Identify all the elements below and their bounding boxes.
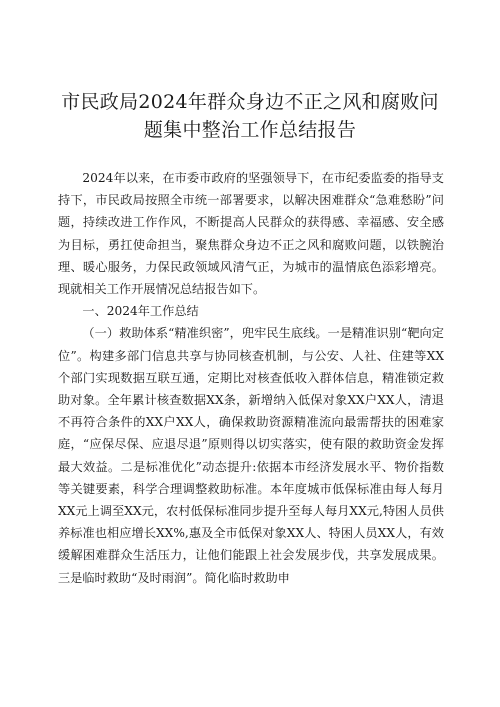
document-body <box>58 167 444 589</box>
subsection-paragraph: （一）救助体系“精准织密”，兜牢民生底线。一是精准识别“靶向定位”。构建多部门信息共享与协同核查机制，与公安、人社、住建等XX个部门实现数据互联互通，定期比对核查低收入群体信息，精准锁定救助对象。全年累计核查数据XX条，新增纳入低保对象XX户XX人，清退不再符合条件的XX户XX人，确保救助资源精准流向最需帮扶的困难家庭，“应保尽保、应退尽退”原则得以切实落实，使有限的救助资金发挥最大效益。二是标准优化”动态提升:依据本市经济发展水平、物价指数等关键要素，科学合理调整救助标准。本年度城市低保标准由每人每月XX元上调至XX元，农村低保标准同步提升至每人每月XX元,特困人员供养标准也相应增长XX%,惠及全市低保对象XX人、特困人员XX人，有效缓解困难群众生活压力，让他们能跟上社会发展步伐，共享发展成果。三是临时救助“及时雨润”。简化临时救助申 <box>58 326 444 585</box>
title-line-1: 市民政局2024年群众身边不正之风和腐败问 <box>61 91 439 113</box>
section-heading: 一、2024年工作总结 <box>82 304 199 319</box>
title-line-2: 题集中整治工作总结报告 <box>143 119 357 141</box>
intro-paragraph: 2024年以来，在市委市政府的坚强领导下，在市纪委监委的指导支持下，市民政局按照全市统一部署要求，以解决困难群众“急难愁盼”问题，持续改进工作作风，不断提高人民群众的获得感、幸福感、安全感为目标，勇扛使命担当，聚焦群众身边不正之风和腐败问题，以铁腕治理、暖心服务，力保民政领域风清气正，为城市的温情底色添彩增亮。现就相关工作开展情况总结报告如下。 <box>58 171 444 297</box>
document-title <box>40 88 460 144</box>
